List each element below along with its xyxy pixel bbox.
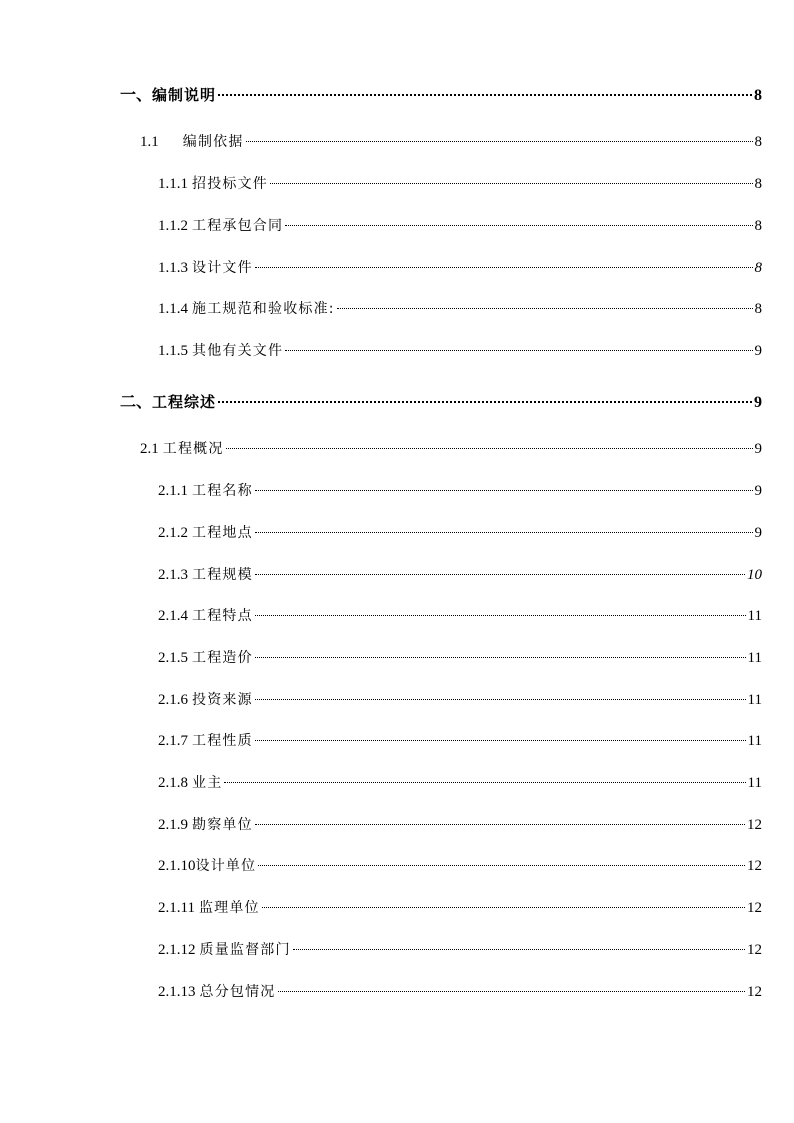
dot-leader <box>270 183 753 184</box>
toc-entry-number: 2.1.4 <box>158 608 188 624</box>
toc-entry-title: 总分包情况 <box>199 984 276 1000</box>
dot-leader <box>224 782 745 783</box>
toc-entry-2-1-2[interactable] <box>158 522 762 544</box>
toc-entry-page: 9 <box>754 394 762 411</box>
toc-entry-page: 10 <box>747 567 762 583</box>
dot-leader <box>337 308 753 309</box>
toc-entry-title: 工程特点 <box>192 608 253 624</box>
toc-entry-title: 工程名称 <box>192 483 253 499</box>
toc-entry-title: 工程概况 <box>162 441 224 457</box>
toc-entry-chapter-1[interactable] <box>120 82 762 104</box>
toc-entry-page: 9 <box>754 483 762 499</box>
toc-entry-page: 8 <box>754 218 762 234</box>
dot-leader <box>255 574 745 575</box>
toc-entry-number: 2.1.12 <box>158 942 196 958</box>
dot-leader <box>285 225 752 226</box>
toc-entry-number: 2.1.11 <box>158 900 195 916</box>
dot-leader <box>293 949 745 950</box>
toc-entry-number: 1.1.1 <box>158 176 188 192</box>
dot-leader <box>255 267 753 268</box>
toc-entry-2-1-6[interactable] <box>158 689 762 711</box>
toc-entry-1-1[interactable] <box>140 131 762 153</box>
toc-entry-number: 1.1.5 <box>158 343 188 359</box>
toc-entry-1-1-2[interactable] <box>158 215 762 237</box>
toc-entry-2-1-5[interactable] <box>158 647 762 669</box>
toc-entry-2-1-7[interactable] <box>158 730 762 752</box>
toc-entry-page: 9 <box>754 441 762 457</box>
dot-leader <box>255 490 753 491</box>
dot-leader <box>255 532 753 533</box>
toc-entry-title: 编制说明 <box>152 86 217 104</box>
toc-entry-title: 施工规范和验收标准: <box>192 301 335 317</box>
toc-entry-page: 12 <box>747 984 762 1000</box>
toc-entry-page: 11 <box>747 733 762 749</box>
toc-entry-2-1-13[interactable] <box>158 981 762 1003</box>
dot-leader <box>262 907 745 908</box>
toc-entry-page: 8 <box>754 134 762 150</box>
toc-entry-title: 其他有关文件 <box>192 343 284 359</box>
toc-entry-2-1-4[interactable] <box>158 605 762 627</box>
toc-entry-number: 2.1.13 <box>158 984 196 1000</box>
toc-entry-2-1-12[interactable] <box>158 939 762 961</box>
toc-entry-page: 8 <box>754 87 762 104</box>
toc-entry-page: 11 <box>747 650 762 666</box>
toc-entry-number: 1.1 <box>140 134 159 150</box>
toc-entry-title: 编制依据 <box>182 134 244 150</box>
dot-leader <box>255 615 746 616</box>
toc-entry-title: 工程地点 <box>192 525 253 541</box>
dot-leader <box>255 740 746 741</box>
toc-entry-title: 工程造价 <box>192 650 253 666</box>
toc-entry-title: 工程规模 <box>192 567 253 583</box>
toc-entry-1-1-4[interactable] <box>158 298 762 320</box>
toc-entry-page: 12 <box>747 817 762 833</box>
toc-entry-title: 业主 <box>192 775 223 791</box>
toc-entry-page: 9 <box>754 343 762 359</box>
toc-entry-2-1-10[interactable] <box>158 855 762 877</box>
toc-entry-page: 11 <box>747 775 762 791</box>
toc-entry-title: 勘察单位 <box>192 817 253 833</box>
toc-entry-page: 9 <box>754 525 762 541</box>
toc-entry-chapter-2[interactable] <box>120 389 762 411</box>
toc-entry-number: 2.1.8 <box>158 775 188 791</box>
toc-entry-title: 招投标文件 <box>192 176 268 192</box>
toc-entry-title: 设计单位 <box>195 858 257 874</box>
toc-entry-title: 设计文件 <box>192 260 253 276</box>
toc-entry-2-1-3[interactable] <box>158 564 762 586</box>
toc-entry-2-1-1[interactable] <box>158 480 762 502</box>
toc-entry-number: 2.1.10 <box>158 858 196 874</box>
dot-leader <box>285 350 752 351</box>
dot-leader <box>258 865 745 866</box>
dot-leader <box>255 657 746 658</box>
toc-entry-page: 12 <box>747 942 762 958</box>
toc-entry-page: 8 <box>754 301 762 317</box>
toc-entry-page: 11 <box>747 608 762 624</box>
toc-entry-title: 工程承包合同 <box>192 218 284 234</box>
toc-entry-title: 质量监督部门 <box>199 942 291 958</box>
toc-entry-number: 2.1.3 <box>158 567 188 583</box>
toc-entry-2-1-9[interactable] <box>158 814 762 836</box>
toc-entry-number: 2.1 <box>140 441 159 457</box>
toc-entry-2-1[interactable] <box>140 438 762 460</box>
toc-entry-number: 1.1.4 <box>158 301 188 317</box>
toc-entry-page: 12 <box>747 858 762 874</box>
dot-leader <box>226 448 753 449</box>
toc-entry-title: 工程性质 <box>192 733 253 749</box>
toc-entry-number: 二、 <box>120 394 153 411</box>
toc-entry-title: 工程综述 <box>152 393 217 411</box>
toc-entry-number: 一、 <box>120 87 153 104</box>
toc-entry-number: 2.1.2 <box>158 525 188 541</box>
toc-entry-number: 2.1.1 <box>158 483 188 499</box>
toc-entry-2-1-8[interactable] <box>158 772 762 794</box>
toc-entry-1-1-5[interactable] <box>158 340 762 362</box>
toc-entry-2-1-11[interactable] <box>158 897 762 919</box>
toc-entry-number: 2.1.6 <box>158 692 188 708</box>
dot-leader <box>246 141 753 142</box>
dot-leader <box>218 401 752 403</box>
toc-entry-number: 1.1.3 <box>158 260 188 276</box>
toc-entry-page: 11 <box>747 692 762 708</box>
toc-entry-title: 监理单位 <box>198 900 260 916</box>
toc-entry-page: 12 <box>747 900 762 916</box>
dot-leader <box>255 824 745 825</box>
toc-entry-page: 8 <box>754 260 762 276</box>
dot-leader <box>278 991 746 992</box>
toc-entry-1-1-3[interactable] <box>158 257 762 279</box>
toc-entry-number: 1.1.2 <box>158 218 188 234</box>
dot-leader <box>218 94 752 96</box>
toc-entry-title: 投资来源 <box>192 692 253 708</box>
toc-entry-number: 2.1.7 <box>158 733 188 749</box>
toc-entry-number: 2.1.5 <box>158 650 188 666</box>
toc-entry-page: 8 <box>754 176 762 192</box>
toc-entry-number: 2.1.9 <box>158 817 188 833</box>
toc-entry-1-1-1[interactable] <box>158 173 762 195</box>
dot-leader <box>255 699 746 700</box>
